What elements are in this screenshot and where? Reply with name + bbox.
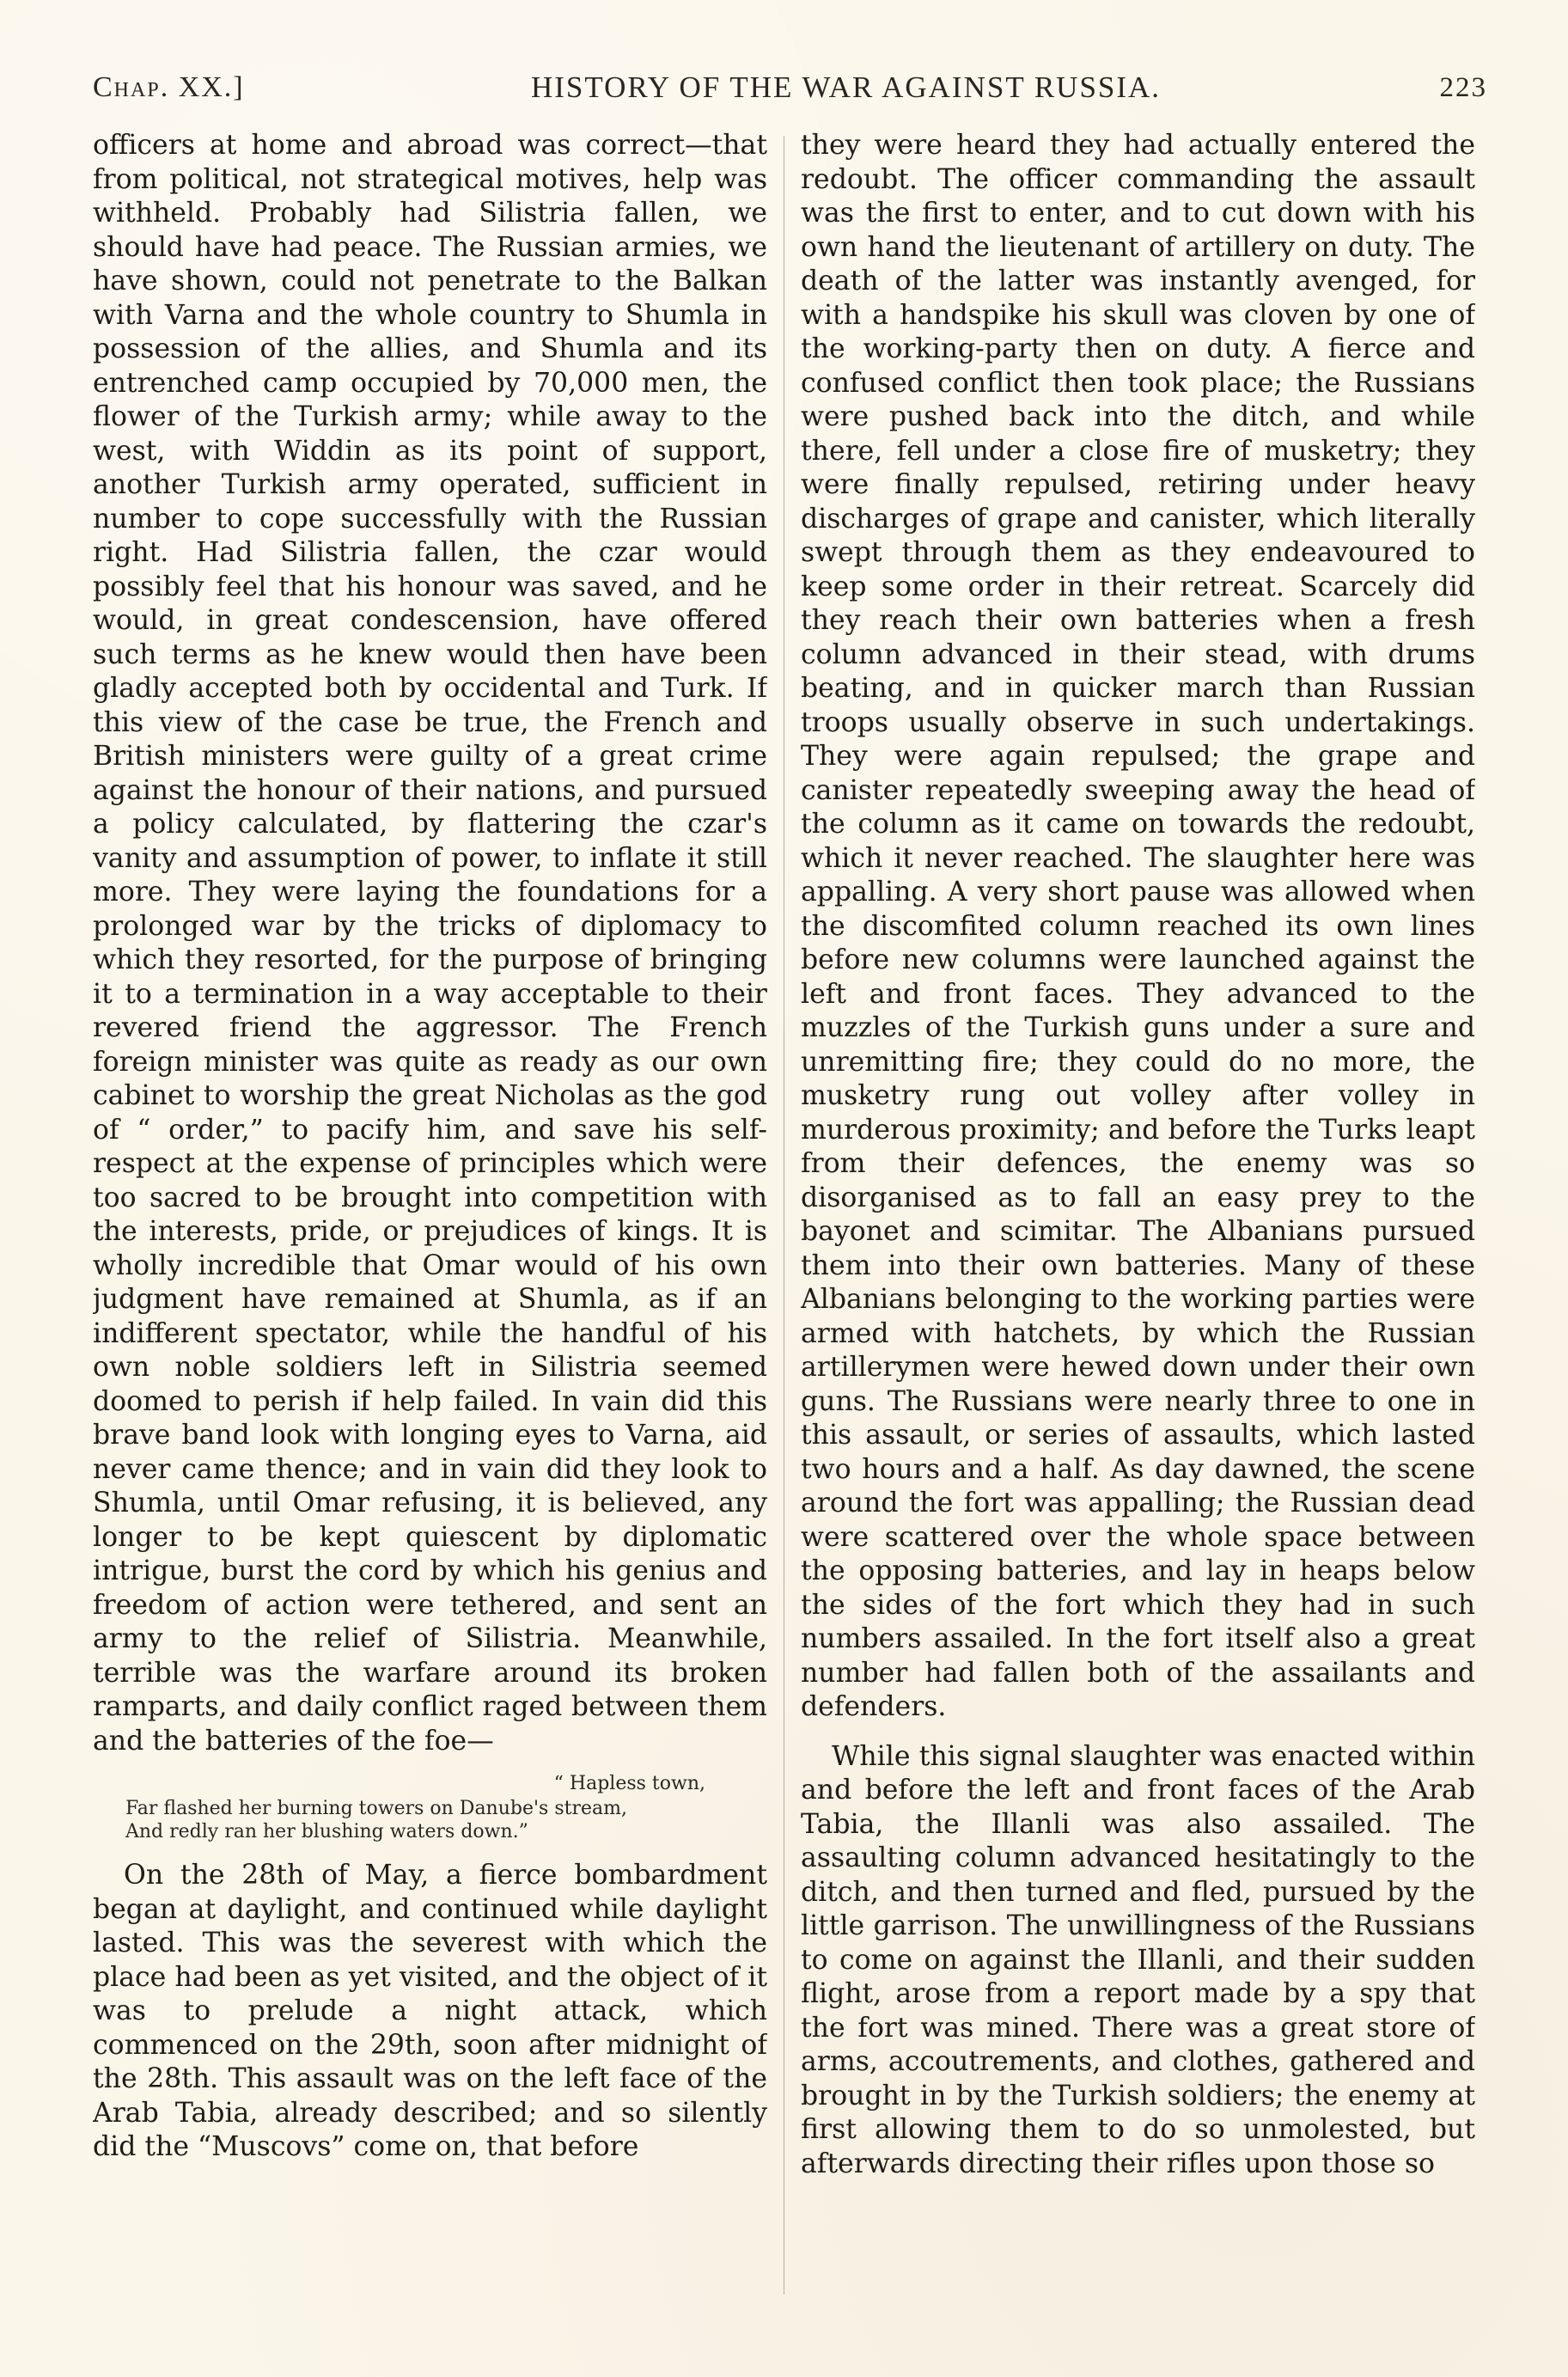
right-paragraph-2: While this signal slaughter was enacted within and before the left and front faces of the Arab Tabia, the Illanli was also assailed. The assaulting column advanced hesitatingly to the ditch, and then turned and fled, pursued by the little garrison. The unwillingness of the Russians to come on against the Illanli, and their sudden flight, arose from a report made by a spy that the fort was mined. There was a great store of arms, accoutrements, and clothes, gathered and brought in by the Turkish soldiers; the enemy at first allowing them to do so unmolested, but afterwards directing their rifles upon those so bbox=[801, 1740, 1475, 2179]
left-column bbox=[93, 129, 767, 2320]
quotation-line-1: Far flashed her burning towers on Danube's stream, bbox=[125, 1798, 627, 1819]
page-number: 223 bbox=[1439, 71, 1487, 103]
poetry-quotation bbox=[113, 1772, 767, 1843]
quotation-opening: “ Hapless town, bbox=[553, 1773, 705, 1794]
left-paragraph-2: On the 28th of May, a fierce bombardment began at daylight, and continued while daylight lasted. This was the severest with which the place had been as yet visited, and the object of it was to prelude a night attack, which commenced on the 29th, soon after midnight of the 28th. This assault was on the left face of the Arab Tabia, already described; and so silently did the “Muscovs” come on, that before bbox=[93, 1860, 767, 2162]
chapter-label: Chap. XX.] bbox=[93, 71, 245, 103]
right-column bbox=[801, 129, 1475, 2320]
quotation-line-2: And redly ran her blushing waters down.” bbox=[125, 1821, 528, 1842]
right-paragraph-1: they were heard they had actually entered the redoubt. The officer commanding the assault was the first to enter, and to cut down with his own hand the lieutenant of artillery on duty. The death of the latter was instantly avenged, for with a handspike his skull was cloven by one of the working-party then on duty. A fierce and confused conflict then took place; the Russians were pushed back into the ditch, and while there, fell under a close fire of musketry; they were finally repulsed, retiring under heavy discharges of grape and canister, which literally swept through them as they endeavoured to keep some order in their retreat. Scarcely did they reach their own batteries when a fresh column advanced in their stead, with drums beating, and in quicker march than Russian troops usually observe in such undertakings. They were again repulsed; the grape and canister repeatedly sweeping away the head of the column as it came on towards the redoubt, which it never reached. The slaughter here was appalling. A very short pause was allowed when the discomfited column reached its own lines before new columns were launched against the left and front faces. They advanced to the muzzles of the Turkish guns under a sure and unremitting fire; they could do no more, the musketry rung out volley after volley in murderous proximity; and before the Turks leapt from their defences, the enemy was so disorganised as to fall an easy prey to the bayonet and scimitar. The Albanians pursued them into their own batteries. Many of these Albanians belonging to the working parties were armed with hatchets, by which the Russian artillerymen were hewed down under their own guns. The Russians were nearly three to one in this assault, or series of assaults, which lasted two hours and a half. As day dawned, the scene around the fort was appalling; the Russian dead were scattered over the whole space between the opposing batteries, and lay in heaps below the sides of the fort which they had in such numbers assailed. In the fort itself also a great number had fallen both of the assailants and defenders. bbox=[801, 130, 1475, 1722]
left-paragraph-1: officers at home and abroad was correct—that from political, not strategical motives, help was withheld. Probably had Silistria fallen, we should have had peace. The Russian armies, we have shown, could not penetrate to the Balkan with Varna and the whole country to Shumla in possession of the allies, and Shumla and its entrenched camp occupied by 70,000 men, the flower of the Turkish army; while away to the west, with Widdin as its point of support, another Turkish army operated, sufficient in number to cope successfully with the Russian right. Had Silistria fallen, the czar would possibly feel that his honour was saved, and he would, in great condescension, have offered such terms as he knew would then have been gladly accepted both by occidental and Turk. If this view of the case be true, the French and British ministers were guilty of a great crime against the honour of their nations, and pursued a policy calculated, by flattering the czar's vanity and assumption of power, to inflate it still more. They were laying the foundations for a prolonged war by the tricks of diplomacy to which they resorted, for the purpose of bringing it to a termination in a way acceptable to their revered friend the aggressor. The French foreign minister was quite as ready as our own cabinet to worship the great Nicholas as the god of “ order,” to pacify him, and save his self-respect at the expense of principles which were too sacred to be brought into competition with the interests, pride, or prejudices of kings. It is wholly incredible that Omar would of his own judgment have remained at Shumla, as if an indifferent spectator, while the handful of his own noble soldiers left in Silistria seemed doomed to perish if help failed. In vain did this brave band look with longing eyes to Varna, aid never came thence; and in vain did they look to Shumla, until Omar refusing, it is believed, any longer to be kept quiescent by diplomatic intrigue, burst the cord by which his genius and freedom of action were tethered, and sent an army to the relief of Silistria. Meanwhile, terrible was the warfare around its broken ramparts, and daily conflict raged between them and the batteries of the foe— bbox=[93, 130, 767, 1757]
running-header bbox=[93, 60, 1487, 115]
page-title: HISTORY OF THE WAR AGAINST RUSSIA. bbox=[530, 70, 1162, 104]
two-column-text bbox=[93, 129, 1487, 2320]
